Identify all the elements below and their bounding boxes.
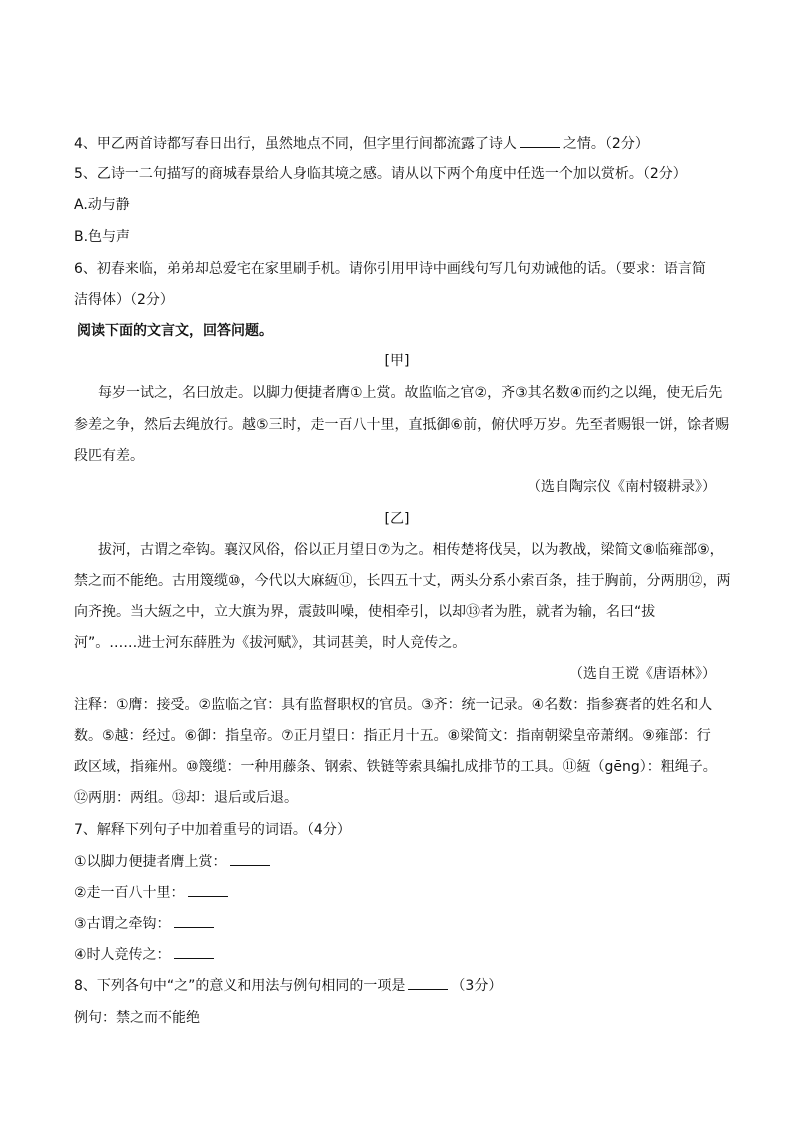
q4-text-before: 4、甲乙两首诗都写春日出行，虽然地点不同，但字里行间都流露了诗人: [74, 136, 517, 152]
q7-item-4: [74, 944, 217, 966]
question-8-stem: [74, 975, 502, 997]
question-6-line-2: 洁得体）（2分）: [74, 292, 174, 308]
passage-jia-line-2: 参差之争，然后去绳放行。越⑤三时，走一百八十里，直抵御⑥前，俯伏呼万岁。先至者赐银一饼，馀者赐: [74, 417, 730, 433]
question-4: [74, 133, 649, 155]
q7-item-2-text: ②走一百八十里：: [74, 885, 185, 901]
passage-yi-source: （选自王谠《唐语林》）: [569, 666, 716, 682]
q4-text-after: 之情。（2分）: [562, 136, 649, 152]
q7-item-3-text: ③古谓之牵钩：: [74, 916, 171, 932]
q7-item-2: [74, 882, 231, 904]
q7-item-3: [74, 913, 217, 935]
q5-option-b: B.色与声: [74, 229, 131, 245]
passage-jia-source: （选自陶宗仪《南村辍耕录》）: [527, 479, 716, 495]
answer-blank[interactable]: [230, 853, 270, 866]
q7-item-4-text: ④时人竞传之：: [74, 947, 171, 963]
q8-example: 例句：禁之而不能绝: [74, 1010, 200, 1026]
q7-item-1: [74, 851, 273, 873]
passage-yi-line-2: 禁之而不能绝。古用篾缆⑩，今代以大麻絚⑪，长四五十丈，两头分系小索百条，挂于胸前，分两朋⑫，两: [74, 573, 731, 589]
passage-yi-line-3: 向齐挽。当大絚之中，立大旗为界，震鼓叫噪，使相牵引，以却⑬者为胜，就者为输，名曰“拔: [74, 604, 656, 620]
question-7-stem: 7、解释下列句子中加着重号的词语。（4分）: [74, 822, 351, 838]
passage-jia-heading: [甲]: [384, 353, 410, 369]
answer-blank[interactable]: [520, 135, 560, 148]
passage-yi-heading: [乙]: [384, 511, 410, 527]
answer-blank[interactable]: [174, 915, 214, 928]
notes-line-2: 数。⑤越：经过。⑥御：指皇帝。⑦正月望日：指正月十五。⑧梁简文：指南朝梁皇帝萧纲。⑨雍部：行: [74, 728, 711, 744]
passage-yi-line-4: 河”。……进士河东薛胜为《拔河赋》，其词甚美，时人竞传之。: [74, 635, 467, 651]
question-6-line-1: 6、初春来临，弟弟却总爱宅在家里刷手机。请你引用甲诗中画线句写几句劝诫他的话。（要求：语言简: [74, 261, 706, 277]
notes-line-3: 政区域，指雍州。⑩篾缆：一种用藤条、钢索、铁链等索具编扎成排节的工具。⑪絚（gēng）：粗绳子。: [74, 759, 717, 775]
q8-text-before: 8、下列各句中“之”的意义和用法与例句相同的一项是: [74, 978, 406, 994]
passage-jia-line-3: 段匹有差。: [74, 448, 144, 464]
passage-yi-line-1: 拔河，古谓之牵钩。襄汉风俗，俗以正月望日⑦为之。相传楚将伐吴，以为教战，梁简文⑧临雍部⑨，: [98, 542, 724, 558]
passage-jia-line-1: 每岁一试之，名曰放走。以脚力便捷者膺①上赏。故监临之官②，齐③其名数④而约之以绳，使无后先: [98, 385, 723, 401]
notes-line-1: 注释：①膺：接受。②监临之官：具有监督职权的官员。③齐：统一记录。④名数：指参赛者的姓名和人: [74, 697, 713, 713]
q8-text-after: （3分）: [451, 978, 503, 994]
question-5: 5、乙诗一二句描写的商城春景给人身临其境之感。请从以下两个角度中任选一个加以赏析。（2分）: [74, 166, 687, 182]
notes-line-4: ⑫两朋：两组。⑬却：退后或后退。: [74, 790, 298, 806]
q7-item-1-text: ①以脚力便捷者膺上赏：: [74, 854, 227, 870]
answer-blank[interactable]: [188, 884, 228, 897]
answer-blank[interactable]: [174, 946, 214, 959]
q5-option-a: A.动与静: [74, 197, 130, 213]
answer-blank[interactable]: [408, 977, 448, 990]
reading-instruction: 阅读下面的文言文，回答问题。: [77, 323, 273, 339]
